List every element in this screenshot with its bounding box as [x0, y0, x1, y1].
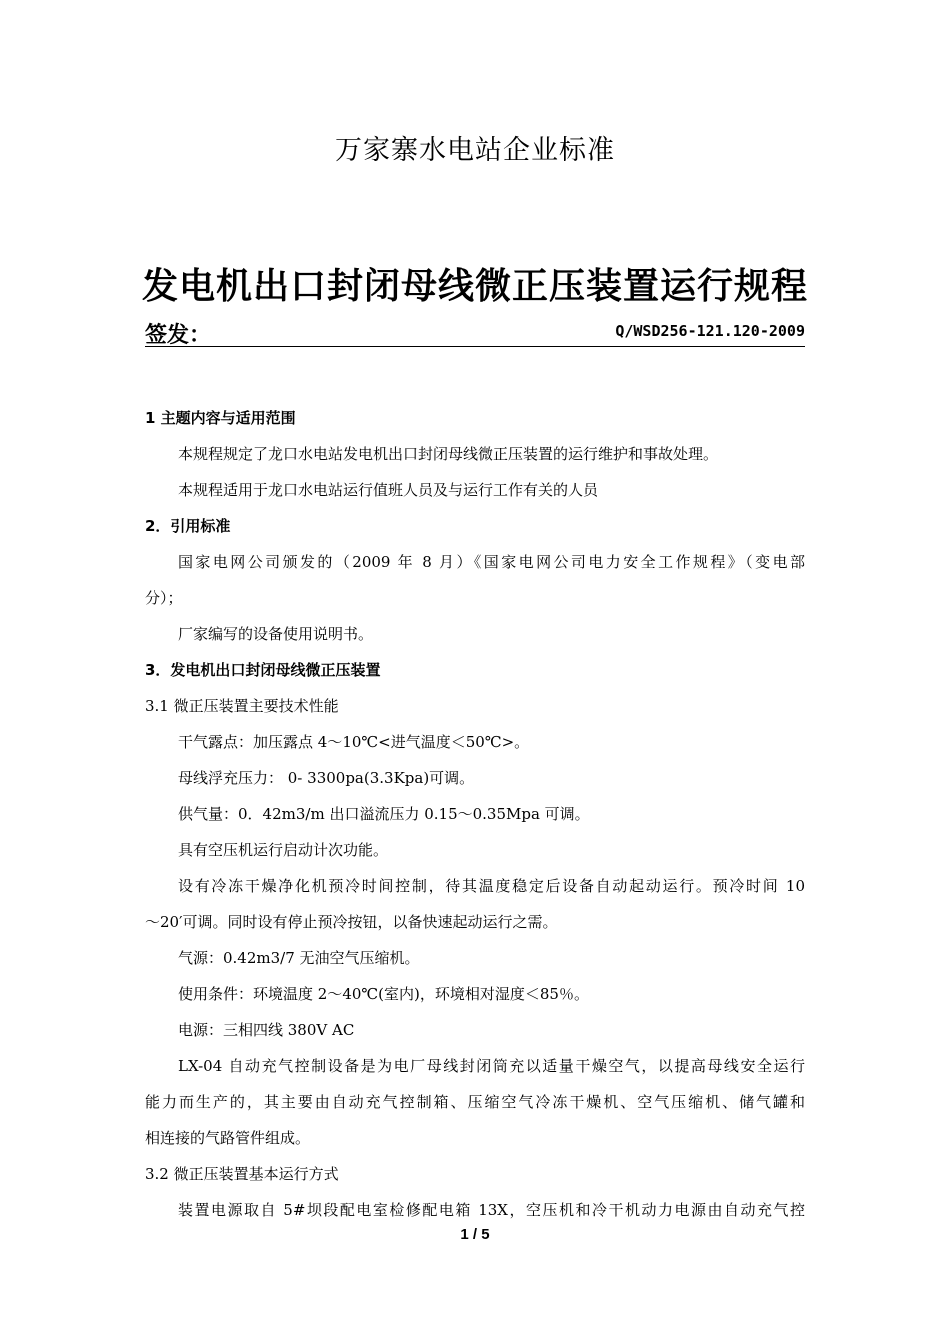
org-standard-heading: 万家寨水电站企业标准: [335, 135, 615, 166]
paragraph: 设有冷冻干燥净化机预冷时间控制，待其温度稳定后设备自动起动运行。预冷时间 10: [178, 877, 805, 895]
paragraph-continuation: 能力而生产的，其主要由自动充气控制箱、压缩空气冷冻干燥机、空气压缩机、储气罐和: [145, 1093, 805, 1111]
paragraph: 装置电源取自 5#坝段配电室检修配电箱 13X，空压机和冷干机动力电源由自动充气控: [178, 1201, 805, 1219]
document-title: 发电机出口封闭母线微正压装置运行规程: [141, 266, 808, 307]
paragraph-continuation: 相连接的气路管件组成。: [145, 1129, 311, 1147]
subsection-3-1-heading: 3.1 微正压装置主要技术性能: [145, 697, 339, 715]
paragraph: 母线浮充压力： 0- 3300pa(3.3Kpa)可调。: [178, 769, 475, 787]
page-number: 1 / 5: [460, 1226, 490, 1243]
paragraph: 电源：三相四线 380V AC: [178, 1021, 355, 1039]
paragraph: 国家电网公司颁发的（2009 年 8 月）《国家电网公司电力安全工作规程》（变电部: [178, 553, 805, 571]
paragraph: 气源：0.42m3/7 无油空气压缩机。: [178, 949, 420, 967]
sign-row: [145, 318, 805, 347]
paragraph: 厂家编写的设备使用说明书。: [178, 625, 374, 643]
sign-label: 签发：: [145, 323, 212, 348]
paragraph-continuation: ～20′可调。同时设有停止预冷按钮，以备快速起动运行之需。: [145, 913, 558, 931]
paragraph: 具有空压机运行启动计次功能。: [178, 841, 389, 859]
paragraph: 使用条件：环境温度 2～40℃(室内)，环境相对湿度＜85％。: [178, 985, 589, 1003]
paragraph: 本规程规定了龙口水电站发电机出口封闭母线微正压装置的运行维护和事故处理。: [178, 445, 719, 463]
subsection-3-2-heading: 3.2 微正压装置基本运行方式: [145, 1165, 339, 1183]
paragraph: 供气量：0．42m3/m 出口溢流压力 0.15～0.35Mpa 可调。: [178, 805, 590, 823]
paragraph-continuation: 分）；: [145, 589, 183, 607]
paragraph: 本规程适用于龙口水电站运行值班人员及与运行工作有关的人员: [178, 481, 599, 499]
standard-number: Q/WSD256-121.120-2009: [615, 322, 805, 340]
document-body: [145, 400, 805, 1228]
section-2-heading: 2．引用标准: [145, 517, 231, 535]
paragraph: 干气露点：加压露点 4～10℃<进气温度＜50℃>。: [178, 733, 530, 751]
section-3-heading: 3．发电机出口封闭母线微正压装置: [145, 661, 381, 679]
section-1-heading: 1 主题内容与适用范围: [145, 409, 296, 427]
paragraph: LX-04 自动充气控制设备是为电厂母线封闭筒充以适量干燥空气，以提高母线安全运行: [178, 1057, 805, 1075]
